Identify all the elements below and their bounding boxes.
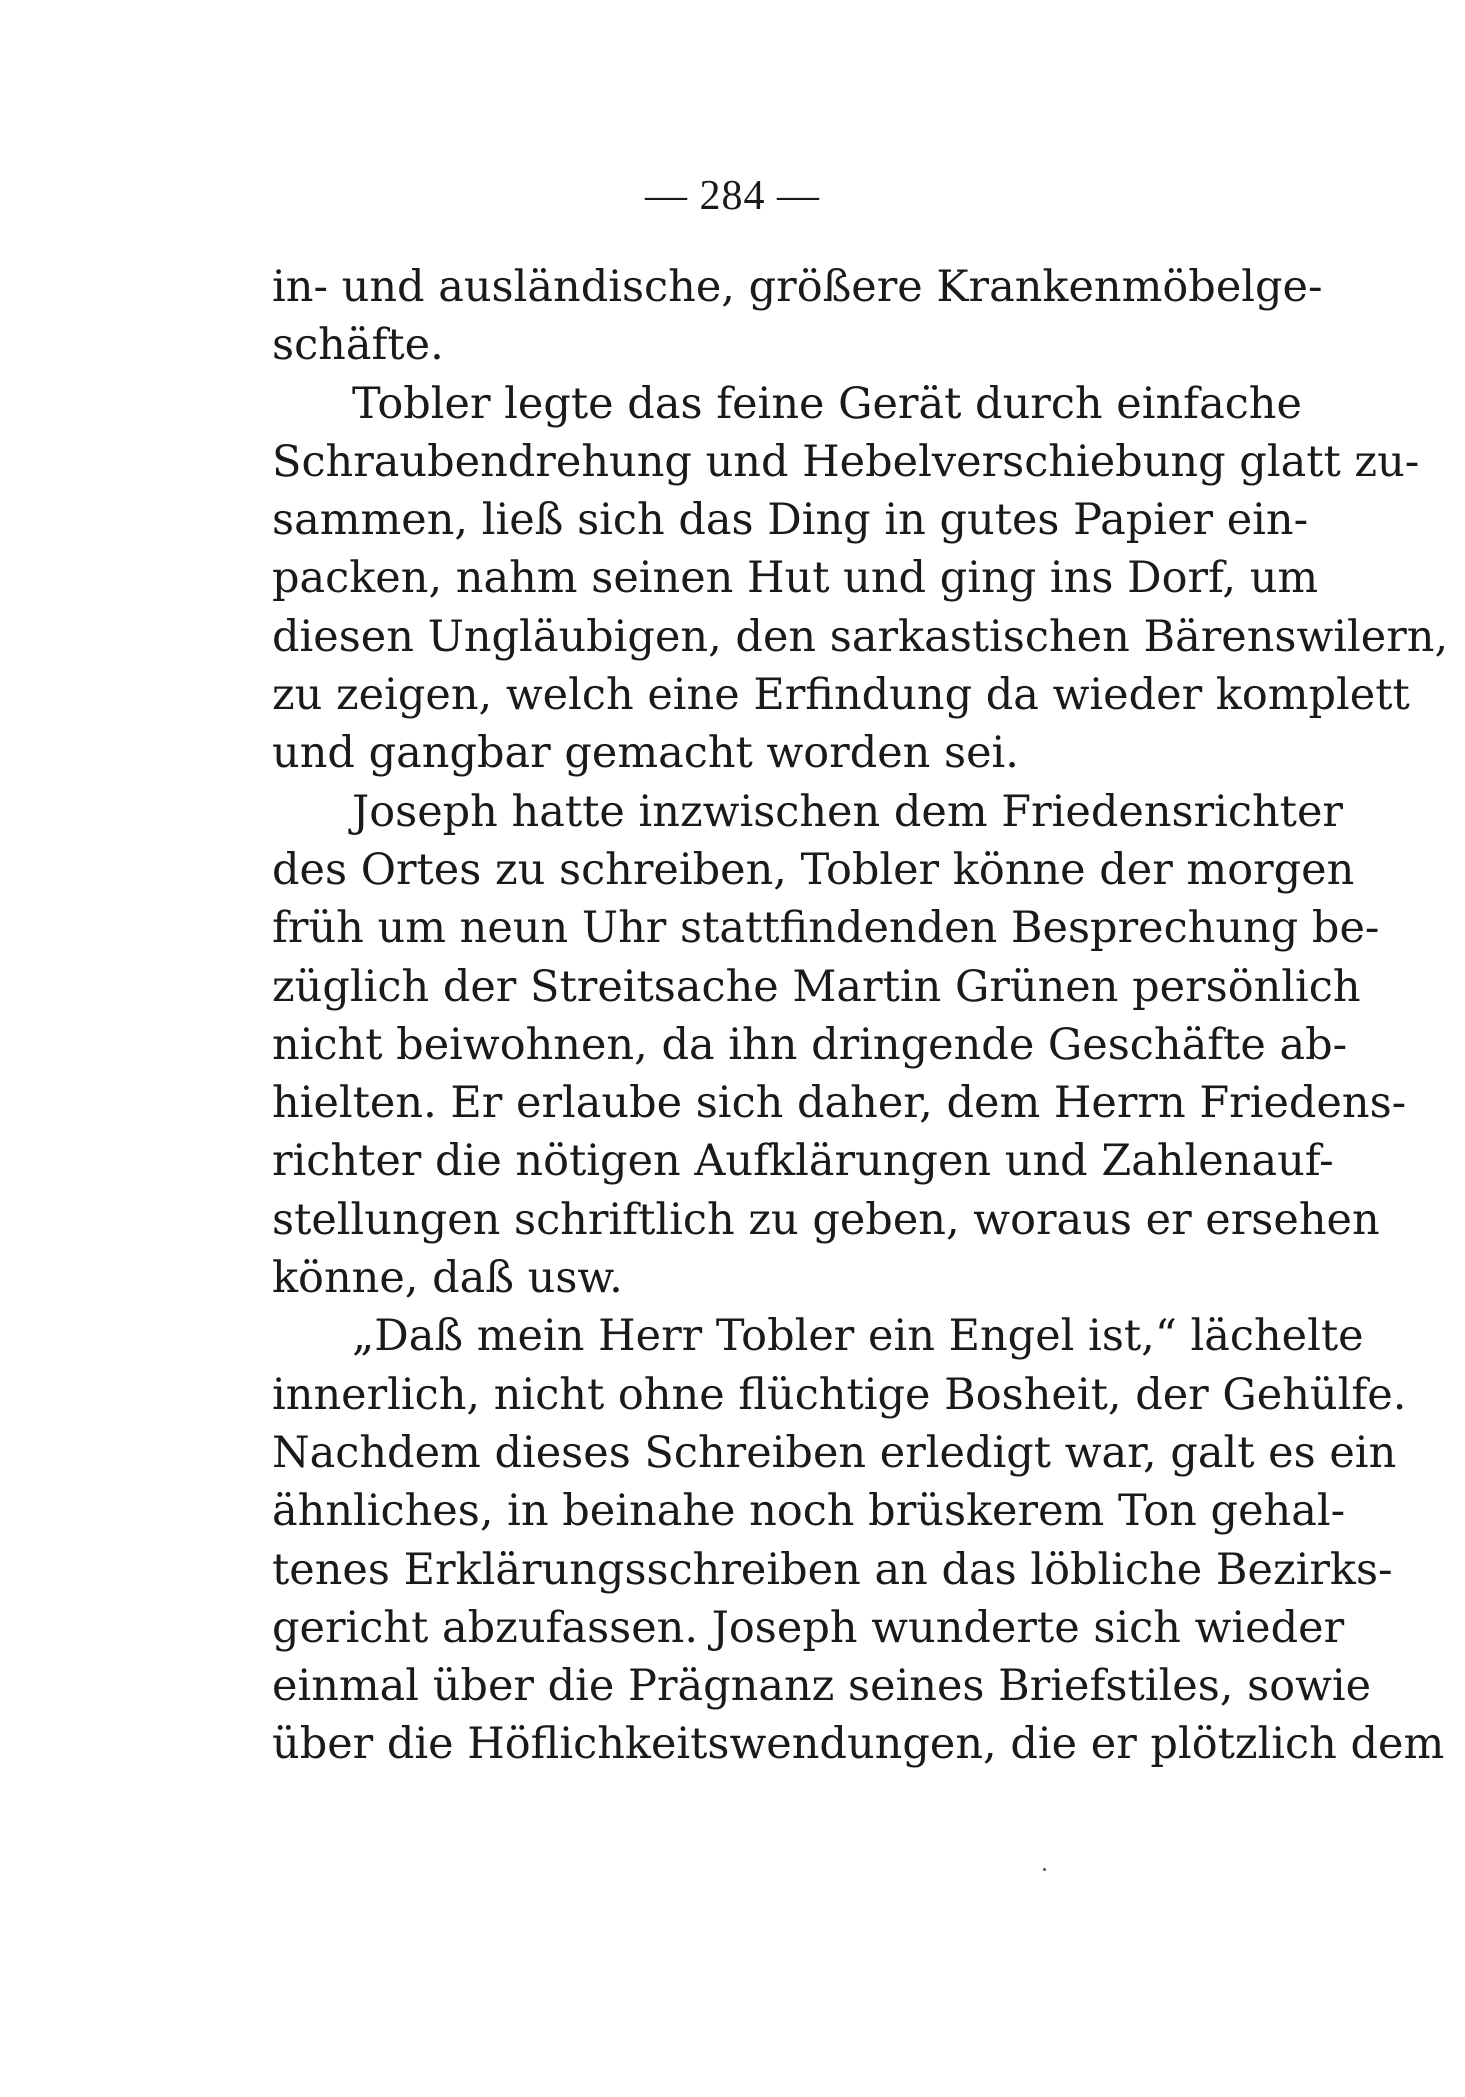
text-line: schäfte. <box>272 320 444 371</box>
paper-speck <box>1043 1868 1046 1871</box>
text-line: Schraubendrehung und Hebelverschiebung glatt zu- <box>272 436 1420 487</box>
text-line: nicht beiwohnen, da ihn dringende Geschäfte ab- <box>272 1019 1348 1070</box>
text-line: Tobler legte das feine Gerät durch einfache <box>352 378 1302 429</box>
text-line: Joseph hatte inzwischen dem Friedensrichter <box>352 786 1343 837</box>
text-line: einmal über die Prägnanz seines Briefstiles, sowie <box>272 1661 1372 1712</box>
page-number: — 284 — <box>645 173 820 219</box>
text-line: früh um neun Uhr stattfindenden Besprechung be- <box>272 903 1380 954</box>
text-line: und gangbar gemacht worden sei. <box>272 728 1019 779</box>
text-line: in- und ausländische, größere Krankenmöbelge- <box>272 262 1323 312</box>
text-line: richter die nötigen Aufklärungen und Zahlenauf- <box>272 1136 1334 1187</box>
text-line: tenes Erklärungsschreiben an das löbliche Bezirks- <box>272 1544 1393 1595</box>
text-line: Nachdem dieses Schreiben erledigt war, galt es ein <box>272 1427 1397 1478</box>
text-line: diesen Ungläubigen, den sarkastischen Bärenswilern, <box>272 611 1449 662</box>
text-line: „Daß mein Herr Tobler ein Engel ist,“ lächelte <box>352 1311 1364 1362</box>
text-line: zu zeigen, welch eine Erfindung da wieder komplett <box>272 670 1410 721</box>
text-line: gericht abzufassen. Joseph wunderte sich wieder <box>272 1602 1345 1653</box>
text-line: über die Höflichkeitswendungen, die er plötzlich dem <box>272 1719 1445 1770</box>
text-line: stellungen schriftlich zu geben, woraus er ersehen <box>272 1194 1380 1245</box>
text-line: des Ortes zu schreiben, Tobler könne der morgen <box>272 844 1355 895</box>
text-line: sammen, ließ sich das Ding in gutes Papier ein- <box>272 495 1309 546</box>
body-text <box>272 258 1449 1774</box>
text-line: packen, nahm seinen Hut und ging ins Dorf, um <box>272 553 1319 604</box>
text-line: züglich der Streitsache Martin Grünen persönlich <box>272 961 1361 1012</box>
text-line: könne, daß usw. <box>272 1253 623 1304</box>
text-line: ähnliches, in beinahe noch brüskerem Ton gehal- <box>272 1486 1346 1537</box>
text-line: hielten. Er erlaube sich daher, dem Herrn Friedens- <box>272 1078 1407 1129</box>
text-line: innerlich, nicht ohne flüchtige Bosheit, der Gehülfe. <box>272 1369 1407 1420</box>
